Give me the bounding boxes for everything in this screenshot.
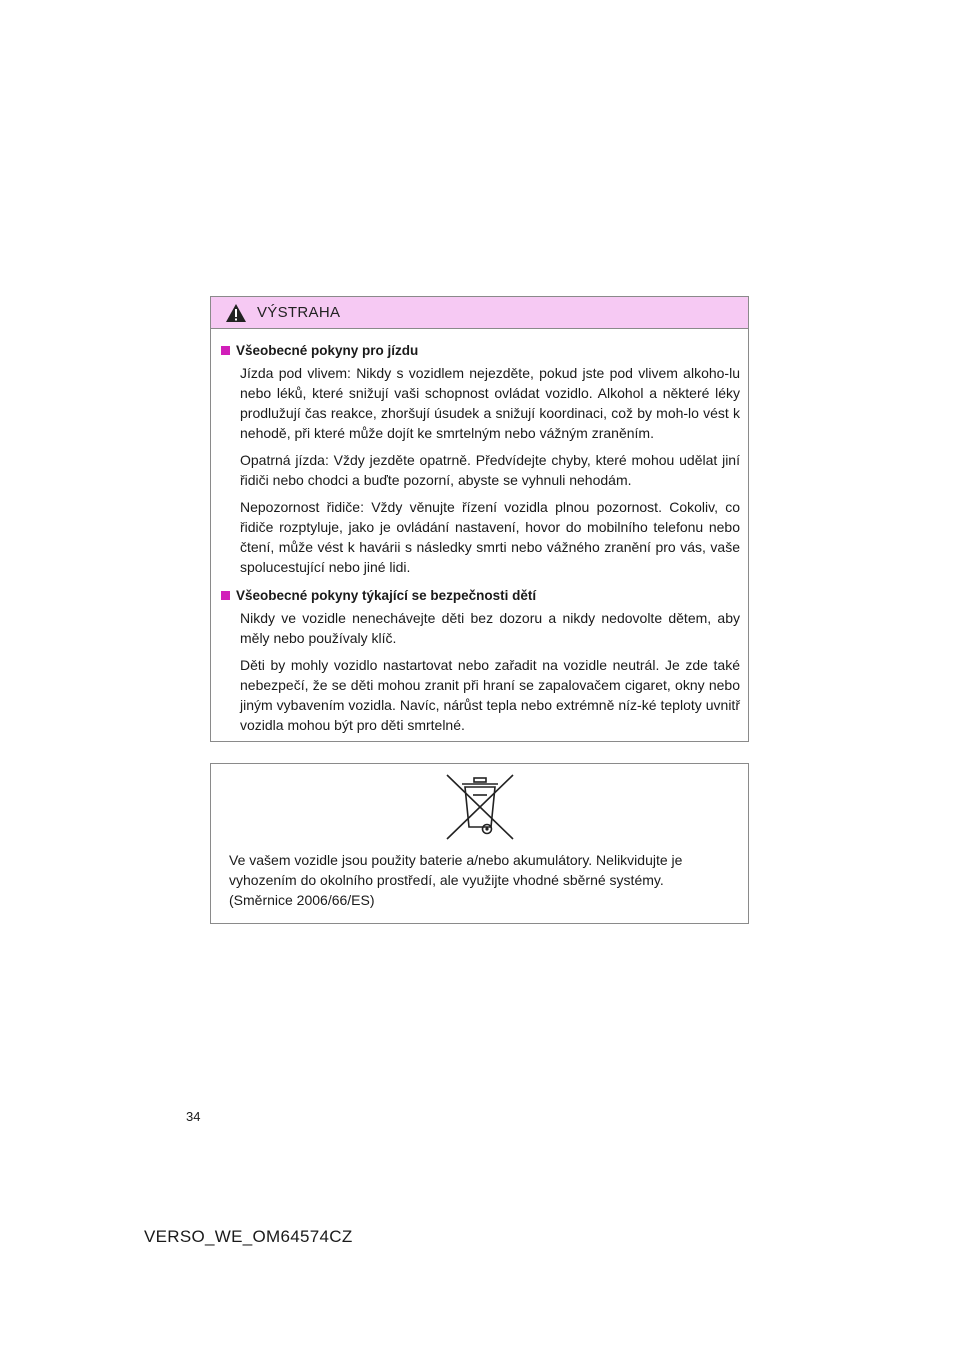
paragraph-driving-influence: Jízda pod vlivem: Nikdy s vozidlem nejezděte, pokud jste pod vlivem alkoho-lu nebo léků, které snižují vaši schopnost ovládat vozidlo. Alkohol a některé léky prodlužují čas reakce, zhoršují úsudek a snižují koordinaci, což by moh-lo vést k nehodě, při které může dojít ke smrtelným nebo vážným zraněním. bbox=[240, 365, 740, 441]
section-heading-text: Všeobecné pokyny pro jízdu bbox=[236, 342, 419, 358]
warning-title: VÝSTRAHA bbox=[257, 304, 341, 321]
warning-body bbox=[211, 329, 748, 735]
section-marker-icon bbox=[221, 591, 230, 600]
recycling-line-1: Ve vašem vozidle jsou použity baterie a/nebo akumulátory. Nelikvidujte je bbox=[229, 852, 683, 868]
section-marker-icon bbox=[221, 346, 230, 355]
paragraph-children-unattended: Nikdy ve vozidle nenechávejte děti bez dozoru a nikdy nedovolte dětem, aby měly nebo používaly klíč. bbox=[240, 610, 740, 646]
paragraph-careful-driving: Opatrná jízda: Vždy jezděte opatrně. Předvídejte chyby, které mohou udělat jiní řidiči nebo chodci a buďte pozorní, abyste se vyhnuli nehodám. bbox=[240, 452, 740, 488]
recycling-box bbox=[210, 763, 749, 924]
page-number: 34 bbox=[186, 1109, 201, 1124]
warning-triangle-icon bbox=[225, 303, 247, 323]
warning-header bbox=[211, 297, 748, 329]
recycling-line-3: (Směrnice 2006/66/ES) bbox=[229, 892, 375, 908]
section-heading-driving bbox=[221, 339, 740, 361]
section-heading-text: Všeobecné pokyny týkající se bezpečnosti dětí bbox=[236, 587, 537, 603]
warning-box bbox=[210, 296, 749, 742]
document-code: VERSO_WE_OM64574CZ bbox=[144, 1227, 353, 1246]
crossed-out-wheelie-bin-icon bbox=[445, 773, 515, 841]
recycling-line-2: vyhozením do okolního prostředí, ale využijte vhodné sběrné systémy. bbox=[229, 872, 664, 888]
recycling-notice bbox=[229, 850, 734, 910]
section-heading-child-safety bbox=[221, 584, 740, 606]
paragraph-children-dangers: Děti by mohly vozidlo nastartovat nebo zařadit na vozidle neutrál. Je zde také nebezpečí, že se děti mohou zranit při hraní se zapalovačem cigaret, okny nebo jiným vybavením vozidla. Navíc, nárůst tepla nebo extrémně níz-ké teploty uvnitř vozidla mohou být pro děti smrtelné. bbox=[240, 657, 740, 733]
paragraph-driver-attention: Nepozornost řidiče: Vždy věnujte řízení vozidla plnou pozornost. Cokoliv, co řidiče rozptyluje, jako je ovládání nastavení, hovor do mobilního telefonu nebo čtení, může vést k havárii s následky smrti nebo vážného zranění pro vás, vaše spolucestující nebo jiné lidi. bbox=[240, 499, 740, 575]
